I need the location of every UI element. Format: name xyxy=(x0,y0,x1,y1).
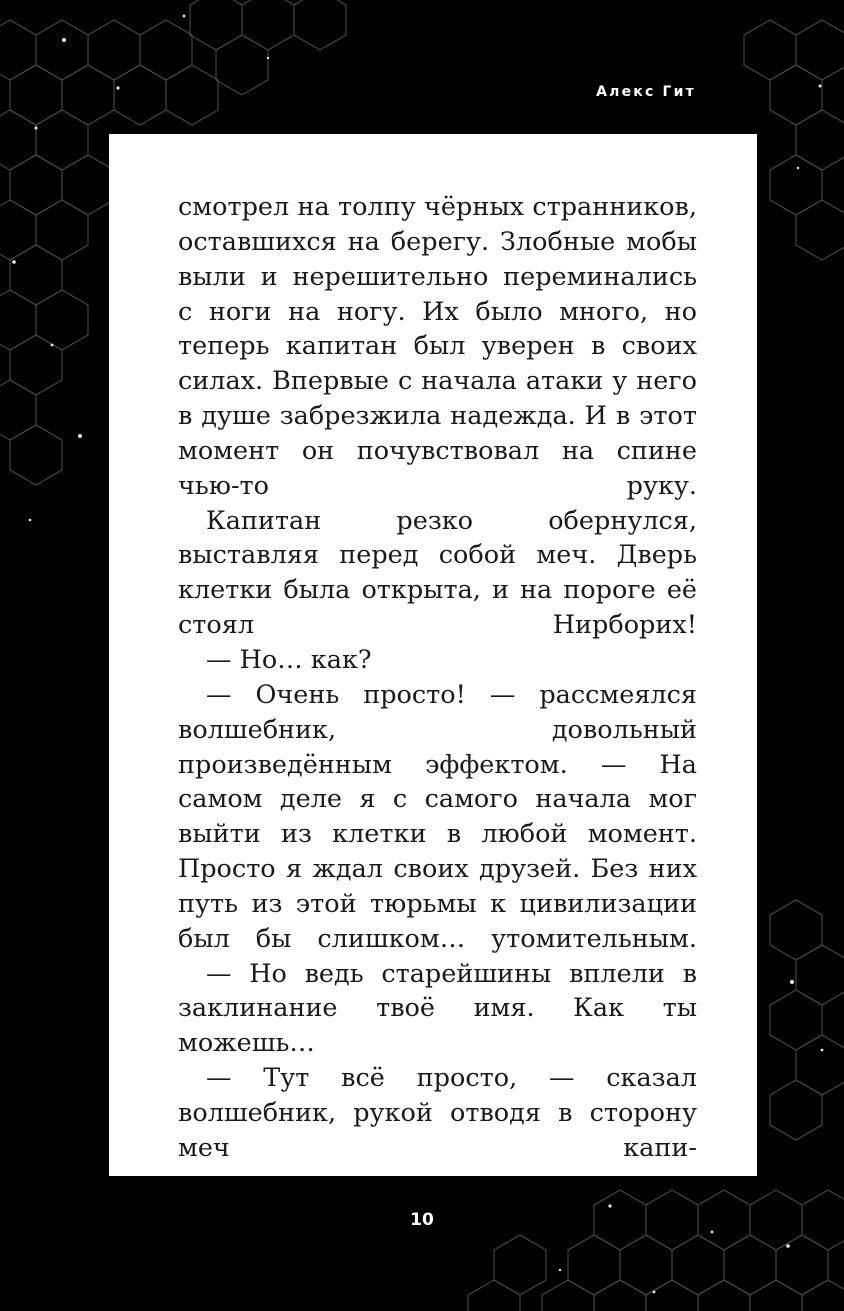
paragraph: — Очень просто! — рассмеялся волшебник, довольный произведённым эффектом. — На самом деле я с самого начала мог выйти из клетки в любой момент. Просто я ждал своих друзей. Без них путь из этой тюрьмы к цивилизации был бы слишком… утомительным. xyxy=(178,679,697,954)
paragraph: — Тут всё просто, — сказал волшебник, рукой отводя в сторону меч капи- xyxy=(178,1063,697,1163)
paragraph: — Но… как? xyxy=(206,644,372,675)
paragraph: смотрел на толпу чёрных странников, оставшихся на берегу. Злобные мобы выли и нерешительно переминались с ноги на ногу. Их было много, но теперь капитан был уверен в своих силах. Впервые с начала атаки у него в душе забрезжила надежда. И в этот момент он почувствовал на спине чью-то руку. xyxy=(178,192,697,501)
paragraph: — Но ведь старейшины вплели в заклинание твоё имя. Как ты можешь… xyxy=(178,958,697,1059)
running-header-author: Алекс Гит xyxy=(596,84,696,100)
page-card xyxy=(109,134,757,1176)
page-number: 10 xyxy=(410,1210,434,1230)
paragraph: Капитан резко обернулся, выставляя перед собой меч. Дверь клетки была открыта, и на пороге её стоял Нирборих! xyxy=(178,505,697,641)
